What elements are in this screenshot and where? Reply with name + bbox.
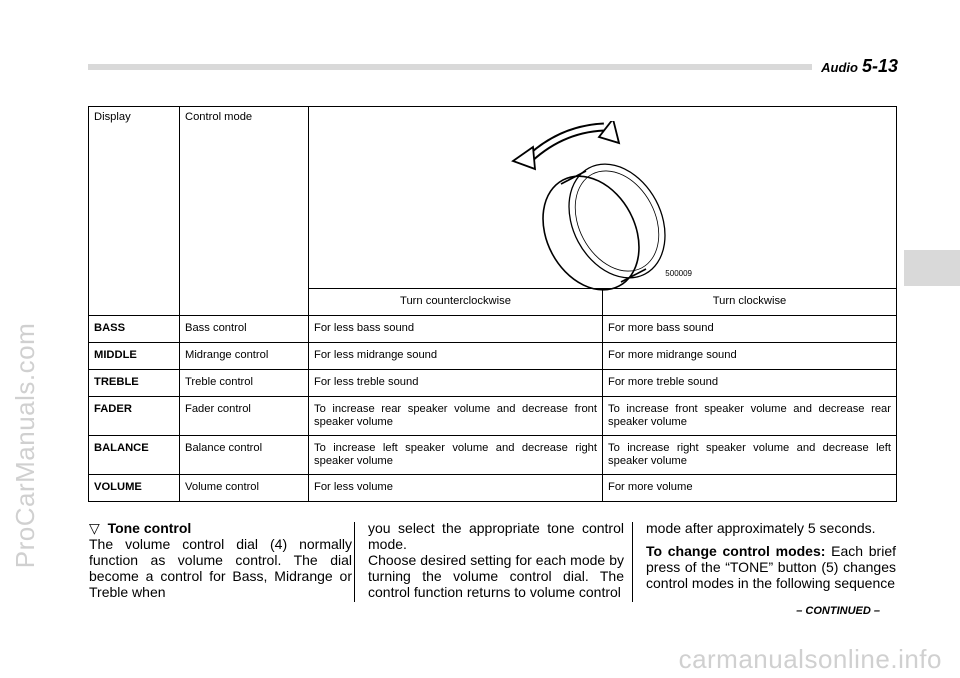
col-header-cw: Turn clockwise xyxy=(603,289,897,316)
page-number: 5-13 xyxy=(861,56,898,76)
text-column-3 xyxy=(646,520,896,591)
col-header-display: Display xyxy=(89,107,180,316)
table-row: BASS Bass control For less bass sound For more bass sound xyxy=(89,316,897,343)
continued-note: – CONTINUED – xyxy=(796,605,880,617)
subheading: ▽ Tone control xyxy=(89,520,192,536)
chapter-tab xyxy=(904,250,960,286)
text-column-2 xyxy=(368,520,624,600)
col-header-control-mode: Control mode xyxy=(180,107,309,316)
figure-number: 500009 xyxy=(665,269,692,278)
column-divider xyxy=(632,522,633,602)
column-divider xyxy=(354,522,355,602)
page-header xyxy=(821,56,898,77)
triangle-icon: ▽ xyxy=(89,520,100,536)
table-row: TREBLE Treble control For less treble sound For more treble sound xyxy=(89,370,897,397)
dial-figure xyxy=(309,107,897,289)
watermark-bottom: carmanualsonline.info xyxy=(678,644,942,674)
section-title: Audio xyxy=(821,60,858,75)
paragraph: you select the appropriate tone control mode. xyxy=(368,520,624,552)
paragraph: The volume control dial (4) normally function as volume control. The dial become a control for Bass, Midrange or Treble when xyxy=(89,536,352,600)
paragraph: mode after approximately 5 seconds. xyxy=(646,520,876,536)
tone-control-table xyxy=(88,106,897,502)
col-header-ccw: Turn counterclockwise xyxy=(309,289,603,316)
table-row: VOLUME Volume control For less volume For more volume xyxy=(89,475,897,502)
text-column-1 xyxy=(89,520,352,600)
table-row: BALANCE Balance control To increase left speaker volume and decrease right speaker volume To increase right speaker volume and decrease left speaker volume xyxy=(89,436,897,475)
header-rule xyxy=(88,64,812,70)
table-row: MIDDLE Midrange control For less midrange sound For more midrange sound xyxy=(89,343,897,370)
paragraph: To change control modes: Each brief press of the “TONE” button (5) changes control modes in the following sequence xyxy=(646,543,896,591)
table-row: FADER Fader control To increase rear speaker volume and decrease front speaker volume To increase front speaker volume and decrease rear speaker volume xyxy=(89,397,897,436)
watermark-vertical: ProCarManuals.com xyxy=(10,322,41,568)
paragraph: Choose desired setting for each mode by turning the volume control dial. The control function returns to volume control xyxy=(368,552,624,600)
volume-dial-illustration xyxy=(509,121,709,291)
